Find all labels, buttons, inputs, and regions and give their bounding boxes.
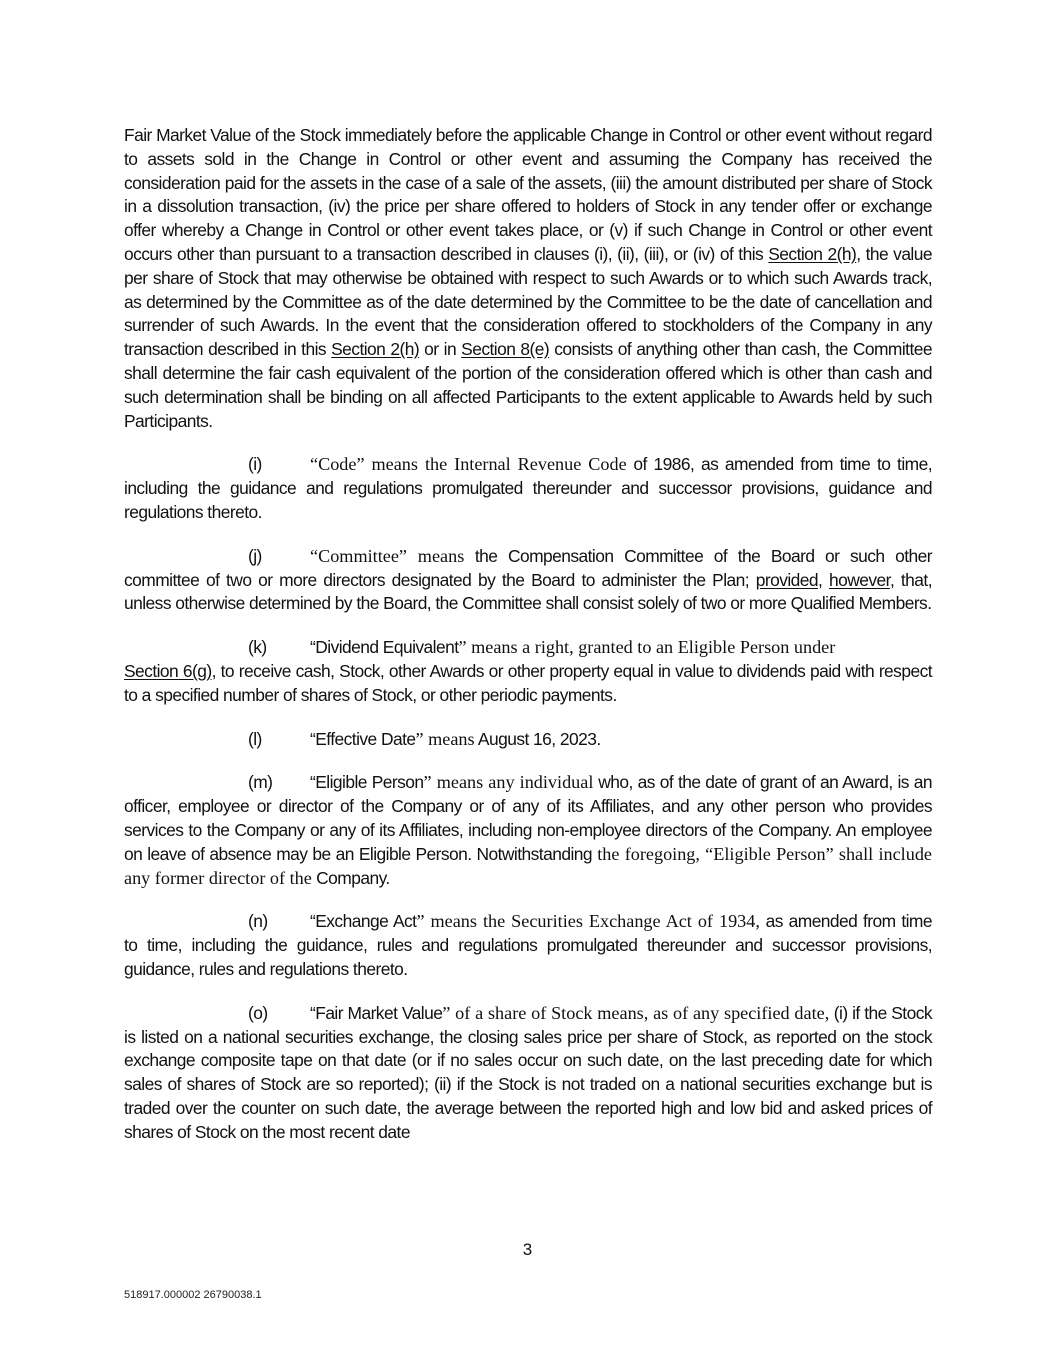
definition-effective-date: (l) “Effective Date” means August 16, 2023. (124, 728, 932, 752)
definition-fair-market-value: (o) “Fair Market Value” of a share of Stock means, as of any specified date, (i) if the Stock is listed on a national securities exchange, the closing sales price per share of Stock, as reported on the stock exchange composite tape on that date (or if no sales occur on such date, on the last preceding date for which sales of shares of Stock are so reported); (ii) if the Stock is not traded on a national securities exchange but is traded over the counter on such date, the average between the reported high and low bid and asked prices of shares of Stock on the most recent date (124, 1002, 933, 1142)
section-label: (n) (248, 911, 268, 932)
section-label: (m) (248, 772, 273, 793)
paragraph-intro: Fair Market Value of the Stock immediately before the applicable Change in Control or other event without regard to assets sold in the Change in Control or other event and assuming the Company has received the consideration paid for the assets in the case of a sale of the assets, (iii) the amount distributed per share of Stock in a dissolution transaction, (iv) the price per share offered to holders of Stock in any tender offer or exchange offer whereby a Change in Control or other event takes place, or (v) if such Change in Control or other event occurs other than pursuant to a transaction described in clauses (i), (ii), (iii), or (iv) of this Section 2(h), the value per share of Stock that may otherwise be obtained with respect to such Awards or to which such Awards track, as determined by the Committee as of the date determined by the Committee to be the date of cancellation and surrender of such Awards. In the event that the consideration offered to stockholders of the Company in any transaction described in this Section 2(h) or in Section 8(e) consists of anything other than cash, the Committee shall determine the fair cash equivalent of the portion of the consideration offered which is other than cash and such determination shall be binding on all affected Participants to the extent applicable to Awards held by such Participants. (124, 125, 932, 431)
section-label: (o) (248, 1002, 268, 1023)
section-label: (i) (248, 454, 262, 475)
definition-exchange-act: (n) “Exchange Act” means the Securities Exchange Act of 1934, as amended from time to time, including the guidance, rules and regulations promulgated thereunder and successor provisions, guidance, rules and regulations thereto. (124, 911, 932, 979)
section-2h-reference: Section 2(h) (331, 339, 420, 360)
section-6g-reference: Section 6(g) (124, 660, 212, 681)
section-label: (l) (248, 728, 262, 749)
section-label: (k) (248, 637, 267, 658)
definition-committee: (j) “Committee” means the Compensation Committee of the Board or such other committee of two or more directors designated by the Board to administer the Plan; provided, however, that, unless otherwise determined by the Board, the Committee shall consist solely of two or more Qualified Members. (124, 545, 932, 614)
section-label: (j) (248, 545, 262, 566)
section-8e-reference: Section 8(e) (461, 339, 550, 360)
definition-code: (i) “Code” means the Internal Revenue Code of 1986, as amended from time to time, including the guidance and regulations promulgated thereunder and successor provisions, guidance and regulations thereto. (124, 454, 932, 522)
document-id: 518917.000002 26790038.1 (124, 1289, 262, 1301)
definition-dividend-equivalent: (k) “Dividend Equivalent” means a right, granted to an Eligible Person under Section 6(g), to receive cash, Stock, other Awards or other property equal in value to dividends paid with respect to a specified number of shares of Stock, or other periodic payments. (124, 637, 932, 705)
definition-eligible-person: (m) “Eligible Person” means any individual who, as of the date of grant of an Award, is an officer, employee or director of the Company or of any of its Affiliates, and any other person who provides services to the Company or any of its Affiliates, including non-employee directors of the Company. An employee on leave of absence may be an Eligible Person. Notwithstanding the foregoing, “Eligible Person” shall include any former director of the Company. (124, 772, 932, 888)
document-body (124, 124, 932, 1164)
section-2h-reference: Section 2(h) (768, 243, 857, 264)
page-number: 3 (522, 1240, 533, 1259)
provided-term: provided (755, 569, 819, 590)
however-term: however (829, 569, 890, 590)
